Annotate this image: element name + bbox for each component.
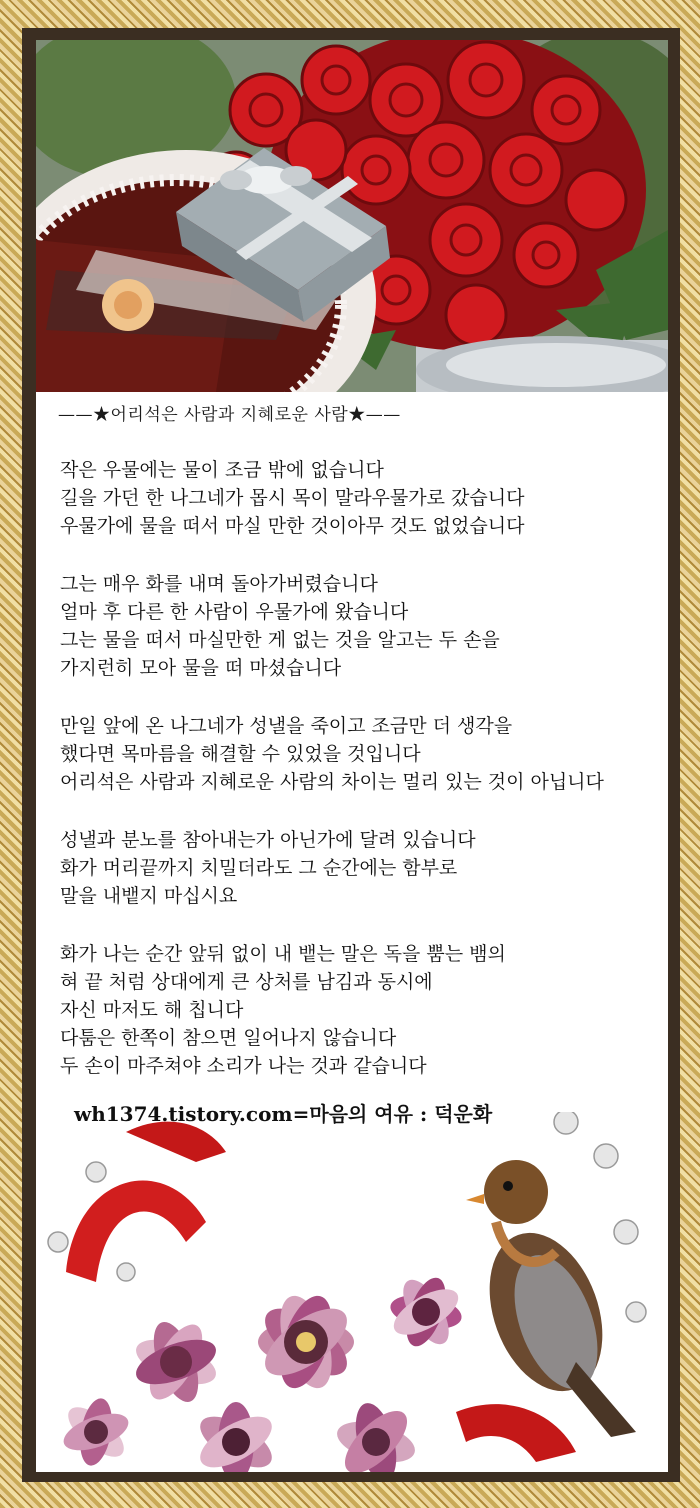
poem-title: ——★어리석은 사람과 지혜로운 사람★—— bbox=[58, 405, 401, 425]
poem-line: 화가 나는 순간 앞뒤 없이 내 뱉는 말은 독을 뿜는 뱀의 bbox=[60, 943, 506, 965]
poem-line: 만일 앞에 온 나그네가 성낼을 죽이고 조금만 더 생각을 bbox=[60, 715, 513, 737]
poem-line: 다툼은 한쪽이 참으면 일어나지 않습니다 bbox=[60, 1027, 397, 1049]
poem-line: 작은 우물에는 물이 조금 밖에 없습니다 bbox=[60, 459, 384, 481]
stanza-4 bbox=[60, 826, 476, 910]
poem-line: 가지런히 모아 물을 떠 마셨습니다 bbox=[60, 657, 342, 679]
poem-card bbox=[36, 40, 668, 1472]
stanza-3 bbox=[60, 712, 604, 796]
poem-line: 우물가에 물을 떠서 마실 만한 것이아무 것도 없었습니다 bbox=[60, 515, 525, 537]
stanza-1 bbox=[60, 456, 524, 540]
blog-signature: wh1374.tistory.com=마음의 여유 : 덕운화 bbox=[74, 1102, 493, 1126]
flowers-bird-image bbox=[36, 1112, 668, 1472]
stanza-2 bbox=[60, 570, 500, 682]
flowers-bird-illustration bbox=[36, 1112, 668, 1472]
poem-text-area bbox=[36, 392, 668, 1112]
poem-line: 했다면 목마름을 해결할 수 있었을 것입니다 bbox=[60, 743, 421, 765]
poem-line: 그는 매우 화를 내며 돌아가버렸습니다 bbox=[60, 573, 378, 595]
roses-gift-photo bbox=[36, 40, 668, 392]
poem-line: 어리석은 사람과 지혜로운 사람의 차이는 멀리 있는 것이 아닙니다 bbox=[60, 771, 604, 793]
poem-line: 혀 끝 처럼 상대에게 큰 상처를 남김과 동시에 bbox=[60, 971, 433, 993]
poem-line: 성낼과 분노를 참아내는가 아닌가에 달려 있습니다 bbox=[60, 829, 476, 851]
poem-line: 두 손이 마주쳐야 소리가 나는 것과 같습니다 bbox=[60, 1055, 427, 1077]
poem-line: 자신 마저도 해 칩니다 bbox=[60, 999, 244, 1021]
poem-line: 얼마 후 다른 한 사람이 우물가에 왔습니다 bbox=[60, 601, 409, 623]
poem-line: 화가 머리끝까지 치밀더라도 그 순간에는 함부로 bbox=[60, 857, 458, 879]
poem-line: 길을 가던 한 나그네가 몹시 목이 말라우물가로 갔습니다 bbox=[60, 487, 525, 509]
poem-line: 말을 내뱉지 마십시요 bbox=[60, 885, 238, 907]
poem-line: 그는 물을 떠서 마실만한 게 없는 것을 알고는 두 손을 bbox=[60, 629, 500, 651]
roses-gift-illustration bbox=[36, 40, 668, 392]
stanza-5 bbox=[60, 940, 506, 1080]
